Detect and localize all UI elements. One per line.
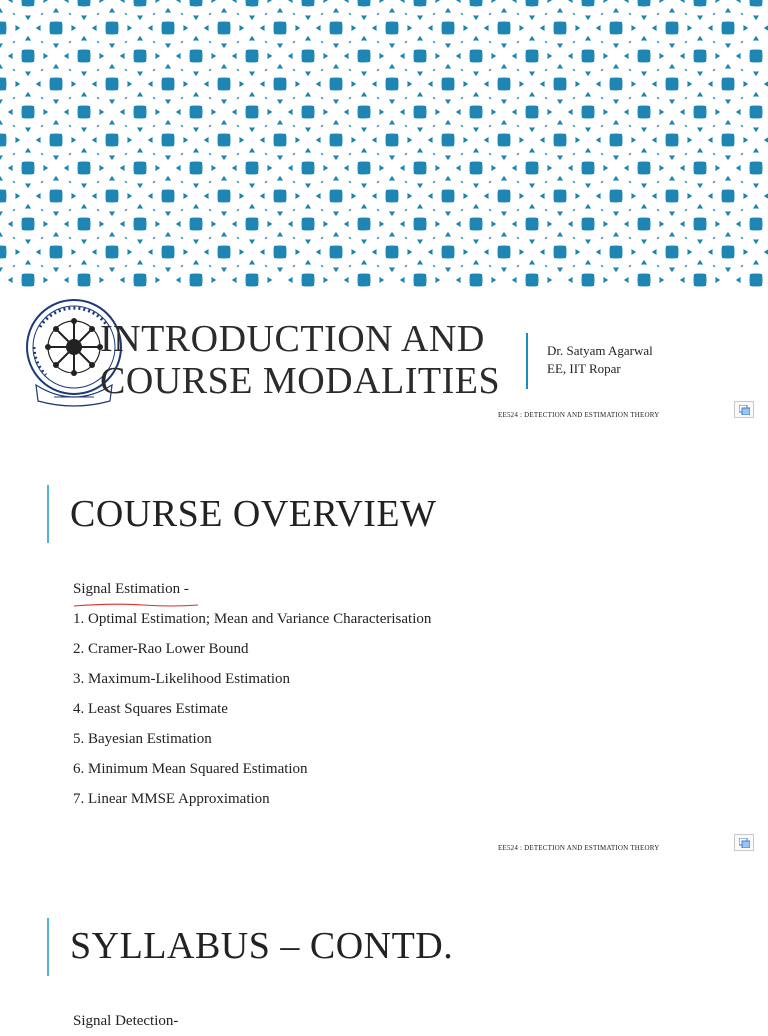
title-line-2: COURSE MODALITIES <box>100 360 501 402</box>
list-item: 1. Optimal Estimation; Mean and Variance Characterisation <box>73 611 432 627</box>
slide-heading: COURSE OVERVIEW <box>70 493 437 535</box>
list-item: 7. Linear MMSE Approximation <box>73 791 270 807</box>
author-affiliation: EE, IIT Ropar <box>547 361 621 376</box>
list-item: 5. Bayesian Estimation <box>73 731 212 747</box>
banner-pattern <box>0 0 768 288</box>
title-line-1: INTRODUCTION AND <box>100 318 485 360</box>
list-item: 4. Least Squares Estimate <box>73 701 228 717</box>
slide-footer: EE524 : DETECTION AND ESTIMATION THEORY <box>498 844 660 852</box>
overview-content <box>73 574 431 814</box>
slide-footer: EE524 : DETECTION AND ESTIMATION THEORY <box>498 411 660 419</box>
underlined-subheading: Signal Estimation <box>73 574 180 604</box>
content-subheading: Signal Estimation - <box>73 574 431 604</box>
slide-thumbnail-icon[interactable] <box>734 834 754 851</box>
author-block <box>547 342 653 378</box>
syllabus-content <box>73 1006 178 1036</box>
list-item: 2. Cramer-Rao Lower Bound <box>73 641 249 657</box>
red-underline <box>73 602 199 608</box>
heading-accent-bar <box>47 918 49 976</box>
slide-thumbnail-icon[interactable] <box>734 401 754 418</box>
author-name: Dr. Satyam Agarwal <box>547 343 653 358</box>
syllabus-slide <box>0 864 768 1029</box>
course-overview-slide <box>0 432 768 864</box>
presentation-title <box>100 318 520 402</box>
heading-accent-bar <box>47 485 49 543</box>
slide-heading: SYLLABUS – CONTD. <box>70 925 454 967</box>
list-item: 6. Minimum Mean Squared Estimation <box>73 761 308 777</box>
list-item: 3. Maximum-Likelihood Estimation <box>73 671 291 687</box>
title-slide <box>0 0 768 432</box>
title-divider <box>526 333 528 389</box>
interlocking-circles-pattern <box>0 0 768 288</box>
content-subheading: Signal Detection- <box>73 1013 179 1029</box>
